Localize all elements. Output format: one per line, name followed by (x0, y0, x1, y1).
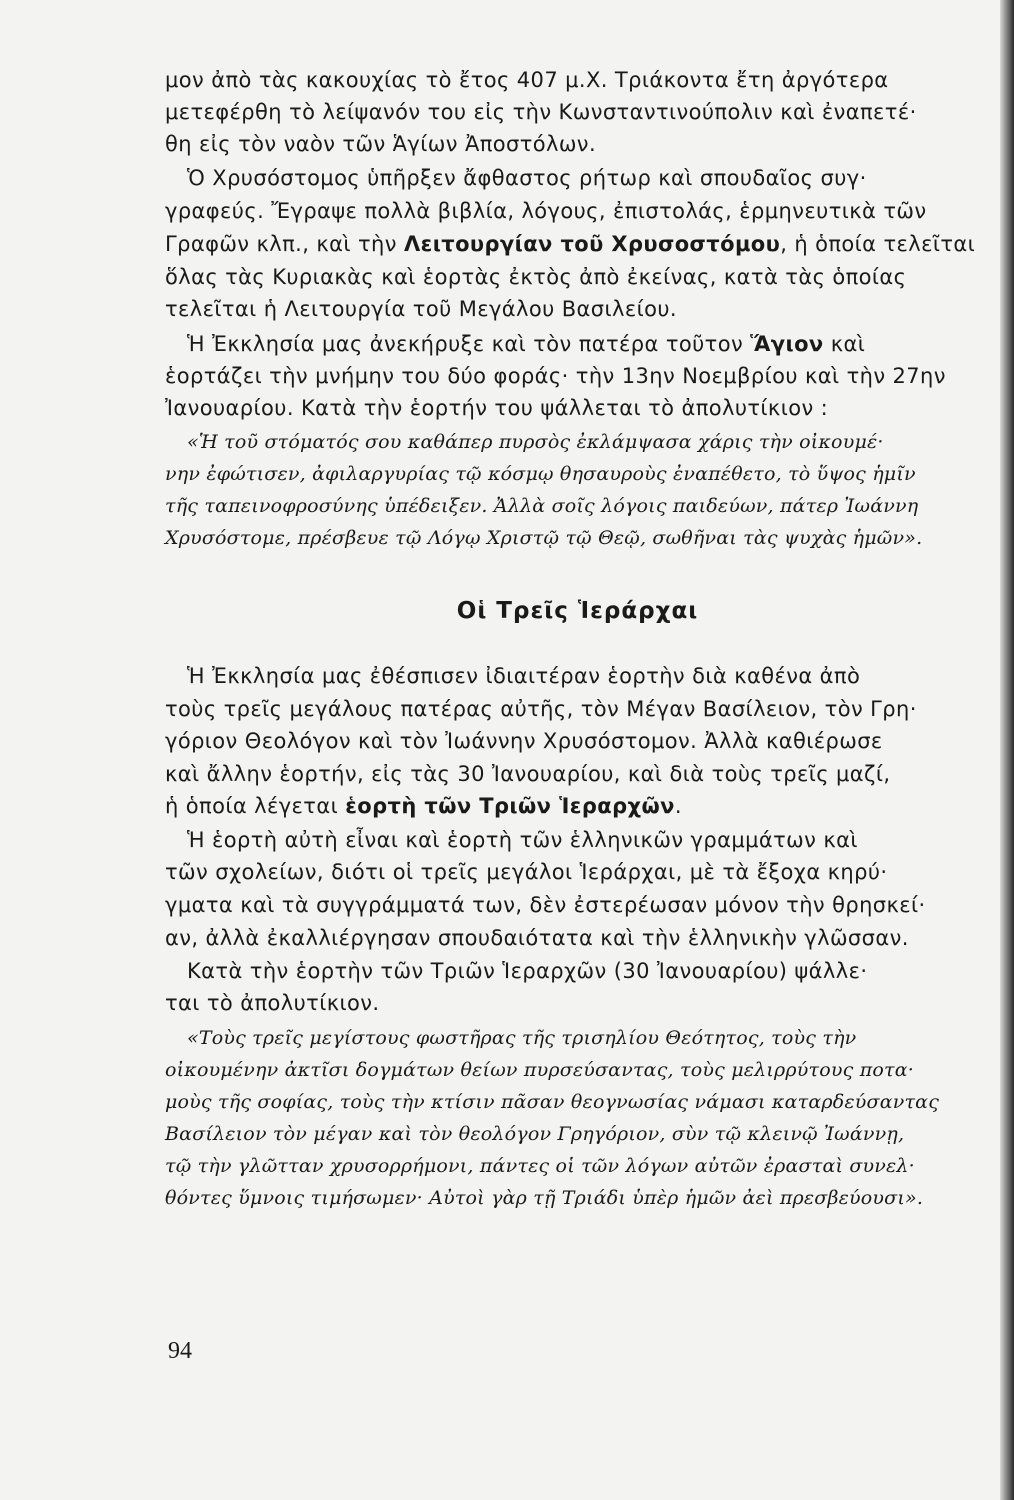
text-line: ται τὸ ἀπολυτίκιον. (165, 991, 380, 1015)
text-line: γματα καὶ τὰ συγγράμματά των, δὲν ἐστερέωσαν μόνον τὴν θρησκεί· (165, 893, 926, 917)
text-line: καὶ ἄλλην ἑορτήν, εἰς τὰς 30 Ἰανουαρίου, καὶ διὰ τοὺς τρεῖς μαζί, (165, 762, 891, 786)
text-line: γραφεύς. Ἔγραψε πολλὰ βιβλία, λόγους, ἐπιστολάς, ἑρμηνευτικὰ τῶν (165, 199, 927, 223)
text-line: Ὁ Χρυσόστομος ὑπῆρξεν ἄφθαστος ρήτωρ καὶ σπουδαῖος συγ· (187, 166, 867, 190)
hymn-line: Χρυσόστομε, πρέσβευε τῷ Λόγῳ Χριστῷ τῷ Θεῷ, σωθῆναι τὰς ψυχὰς ἡμῶν». (165, 527, 923, 549)
text-run: , ἡ ὁποία τελεῖται (780, 232, 976, 256)
text-line: τοὺς τρεῖς μεγάλους πατέρας αὐτῆς, τὸν Μέγαν Βασίλειον, τὸν Γρη· (165, 697, 917, 721)
text-run: καὶ (823, 332, 866, 356)
text-line: Ἰανουαρίου. Κατὰ τὴν ἑορτήν του ψάλλεται τὸ ἀπολυτίκιον : (165, 396, 829, 420)
bold-term: Λειτουργίαν τοῦ Χρυσοστόμου (403, 232, 781, 256)
text-line: Ἡ Ἐκκλησία μας ἐθέσπισεν ἰδιαιτέραν ἑορτὴν διὰ καθένα ἀπὸ (187, 664, 861, 688)
hymn-line: νην ἐφώτισεν, ἀφιλαργυρίας τῷ κόσμῳ θησαυροὺς ἐναπέθετο, τὸ ὕψος ἡμῖν (165, 463, 916, 485)
bold-term: ἑορτὴ τῶν Τριῶν Ἱεραρχῶν (345, 794, 675, 818)
text-line (187, 330, 865, 358)
text-line (165, 792, 682, 820)
hymn-line: μοὺς τῆς σοφίας, τοὺς τὴν κτίσιν πᾶσαν θεογνωσίας νάμασι καταρδεύσαντας (165, 1091, 940, 1113)
text-run: ἡ ὁποία λέγεται (165, 794, 346, 818)
text-line: Ἡ ἑορτὴ αὐτὴ εἶναι καὶ ἑορτὴ τῶν ἑλληνικῶν γραμμάτων καὶ (187, 828, 858, 852)
text-run: Ἡ Ἐκκλησία μας ἀνεκήρυξε καὶ τὸν πατέρα τοῦτον (187, 332, 751, 356)
text-line: τελεῖται ἡ Λειτουργία τοῦ Μεγάλου Βασιλείου. (165, 297, 677, 321)
text-run: Γραφῶν κλπ., καὶ τὴν (165, 232, 404, 256)
section-title: Οἱ Τρεῖς Ἱεράρχαι (456, 598, 699, 624)
text-line (165, 230, 975, 258)
text-line: ἑορτάζει τὴν μνήμην του δύο φοράς· τὴν 13ην Νοεμβρίου καὶ τὴν 27ην (165, 364, 946, 388)
text-line: τῶν σχολείων, διότι οἱ τρεῖς μεγάλοι Ἱεράρχαι, μὲ τὰ ἔξοχα κηρύ· (165, 860, 888, 884)
bold-term: Ἅγιον (750, 332, 824, 356)
book-spine-shadow (1000, 0, 1014, 1500)
text-line: θη εἰς τὸν ναὸν τῶν Ἁγίων Ἀποστόλων. (165, 132, 597, 156)
hymn-line: τῷ τὴν γλῶτταν χρυσορρήμονι, πάντες οἱ τῶν λόγων αὐτῶν ἐρασταὶ συνελ· (165, 1155, 915, 1177)
text-line: ὅλας τὰς Κυριακὰς καὶ ἑορτὰς ἐκτὸς ἀπὸ ἐκείνας, κατὰ τὰς ὁποίας (165, 265, 907, 289)
text-line: αν, ἀλλὰ ἐκαλλιέργησαν σπουδαιότατα καὶ τὴν ἑλληνικὴν γλῶσσαν. (165, 926, 909, 950)
text-line: γόριον Θεολόγον καὶ τὸν Ἰωάννην Χρυσόστομον. Ἀλλὰ καθιέρωσε (165, 729, 883, 753)
page-number: 94 (168, 1338, 192, 1364)
hymn-line: οἰκουμένην ἀκτῖσι δογμάτων θείων πυρσεύσαντας, τοὺς μελιρρύτους ποτα· (165, 1059, 915, 1081)
hymn-line: «Τοὺς τρεῖς μεγίστους φωστῆρας τῆς τρισηλίου Θεότητος, τοὺς τὴν (187, 1027, 857, 1049)
text-line: μετεφέρθη τὸ λείψανόν του εἰς τὴν Κωνσταντινούπολιν καὶ ἐναπετέ· (165, 100, 917, 124)
hymn-line: τῆς ταπεινοφροσύνης ὑπέδειξεν. Ἀλλὰ σοῖς λόγοις παιδεύων, πάτερ Ἰωάννη (165, 495, 919, 517)
hymn-line: «Ἡ τοῦ στόματός σου καθάπερ πυρσὸς ἐκλάμψασα χάρις τὴν οἰκουμέ· (187, 431, 884, 453)
text-line: Κατὰ τὴν ἑορτὴν τῶν Τριῶν Ἱεραρχῶν (30 Ἰανουαρίου) ψάλλε· (187, 959, 868, 983)
hymn-line: Βασίλειον τὸν μέγαν καὶ τὸν θεολόγον Γρηγόριον, σὺν τῷ κλεινῷ Ἰωάννῃ, (165, 1123, 905, 1145)
text-run: . (674, 794, 682, 818)
hymn-line: θόντες ὕμνοις τιμήσωμεν· Αὐτοὶ γὰρ τῇ Τριάδι ὑπὲρ ἡμῶν ἀεὶ πρεσβεύουσι». (165, 1187, 924, 1209)
text-line: μον ἀπὸ τὰς κακουχίας τὸ ἔτος 407 μ.Χ. Τριάκοντα ἔτη ἀργότερα (165, 68, 889, 92)
